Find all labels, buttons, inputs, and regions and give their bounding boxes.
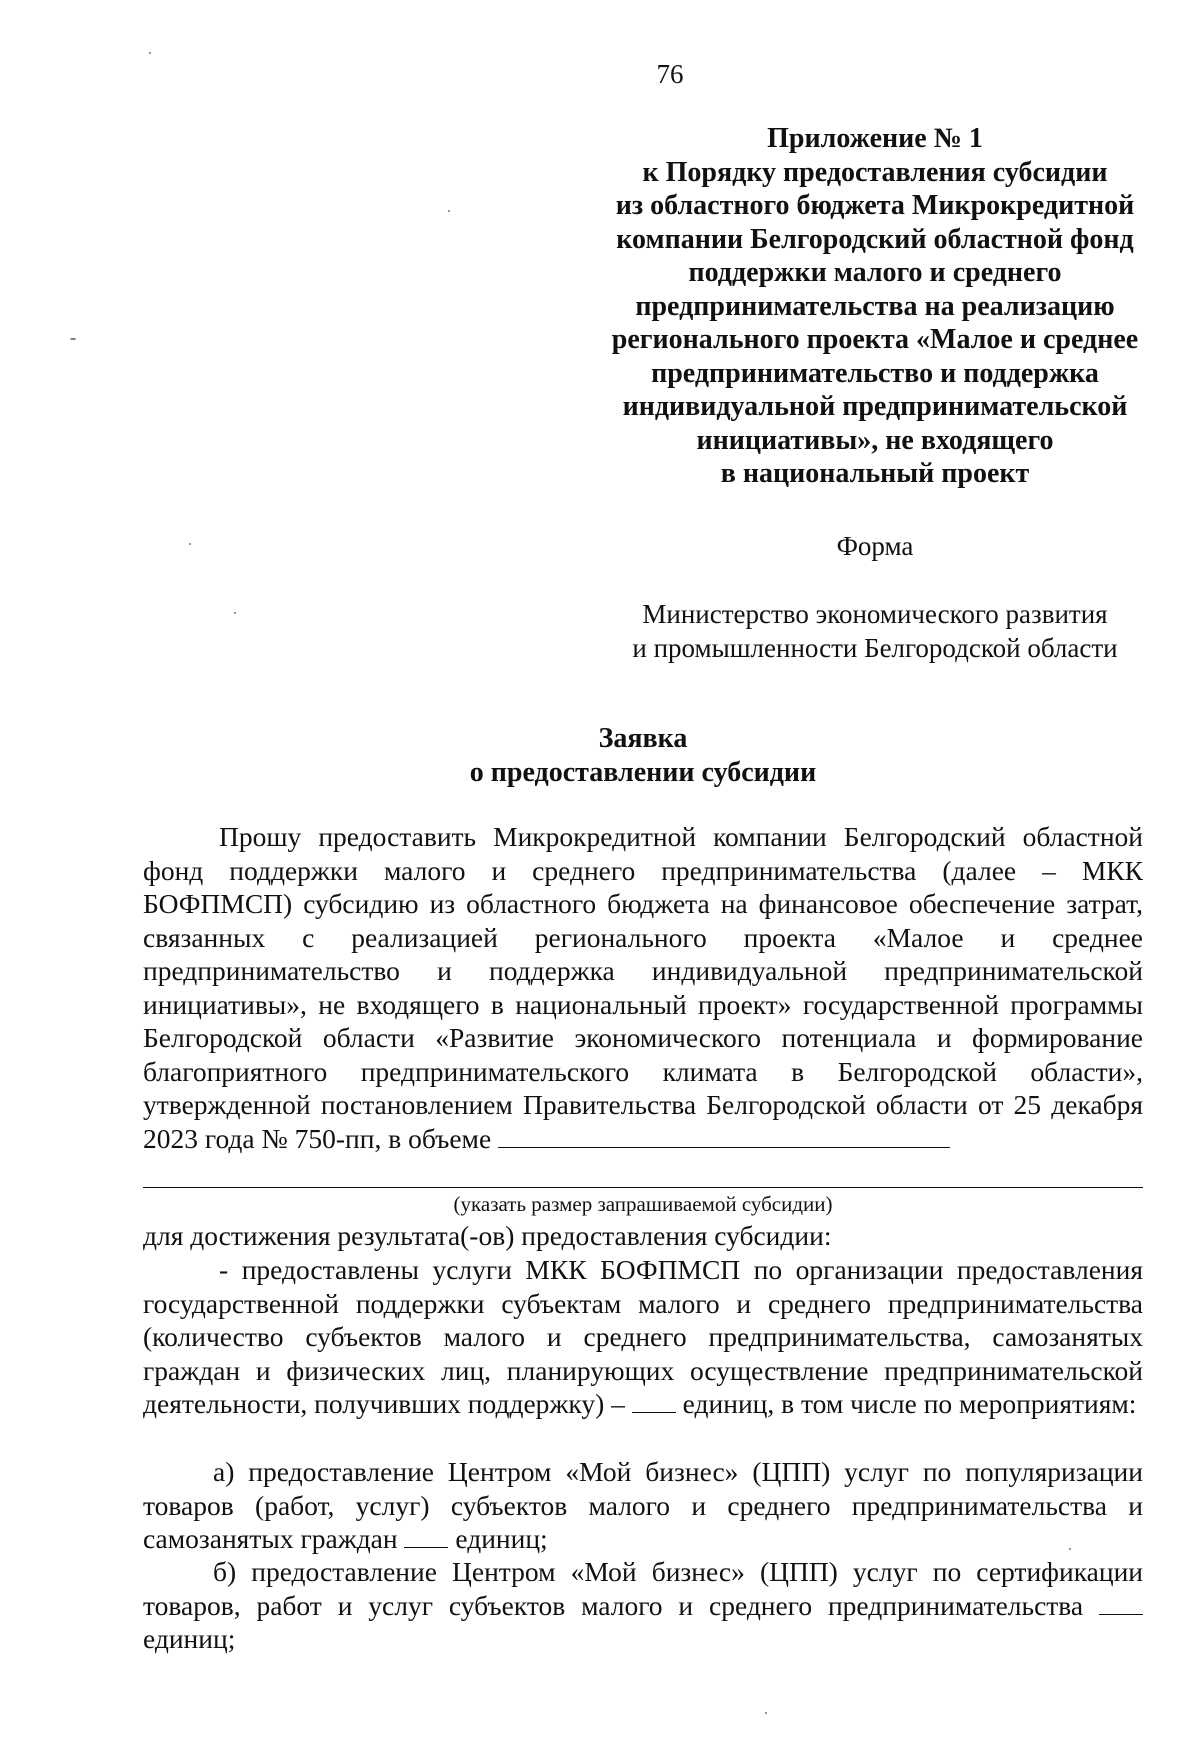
scan-speck — [189, 543, 191, 545]
units-blank-field — [404, 1525, 448, 1548]
appendix-line: компании Белгородский областной фонд — [616, 223, 1134, 255]
appendix-line: предпринимательства на реализацию — [635, 290, 1115, 322]
appendix-line: индивидуальной предпринимательской — [622, 391, 1128, 422]
appendix-line: из областного бюджета Микрокредитной — [615, 190, 1135, 221]
scan-speck — [149, 52, 151, 54]
scan-speck — [765, 1712, 767, 1714]
addressee-line: Министерство экономического развития — [642, 599, 1108, 629]
addressee-block — [590, 598, 1160, 665]
appendix-line: к Порядку предоставления субсидии — [642, 156, 1108, 188]
item-b-text: б) предоставление Центром «Мой бизнес» (ЦПП) услуг по сертификации товаров, работ и услуг субъектов малого и среднего предпринимательства — [143, 1556, 1143, 1621]
request-paragraph-text: Прошу предоставить Микрокредитной компании Белгородский областной фонд поддержки малого и среднего предпринимательства (далее – МКК БОФПМСП) субсидию из областного бюджета на финансовое обеспечение затрат, связанных с реализацией регионального проекта «Малое и среднее предпринимательство и поддержка индивидуальной предпринимательской инициативы», не входящего в национальный проект» государственной программы Белгородской области «Развитие экономического потенциала и формирование благоприятного предпринимательского климата в Белгородской области», утвержденной постановлением Правительства Белгородской области от 25 декабря 2023 года № 750-пп, в объеме — [143, 821, 1143, 1154]
scan-speck — [234, 612, 236, 614]
item-a-paragraph — [143, 1455, 1143, 1556]
appendix-line: Приложение № 1 — [767, 123, 983, 154]
item-a-tail: единиц; — [455, 1523, 548, 1554]
appendix-heading — [590, 122, 1160, 491]
services-paragraph — [143, 1253, 1143, 1421]
item-b-tail: единиц; — [143, 1623, 236, 1654]
services-paragraph-tail: единиц, в том числе по мероприятиям: — [682, 1388, 1137, 1419]
amount-blank-field — [498, 1123, 950, 1148]
title-line-1: Заявка — [598, 723, 688, 754]
services-paragraph-text: - предоставлены услуги МКК БОФПМСП по организации предоставления государственной поддержки субъектам малого и среднего предпринимательства (количество субъектов малого и среднего предпринимательства, самозанятых граждан и физических лиц, планирующих осуществление предпринимательской деятельности, получивших поддержку) – — [143, 1254, 1143, 1419]
form-label: Форма — [836, 531, 914, 561]
scan-speck — [70, 338, 76, 340]
appendix-line: в национальный проект — [720, 458, 1030, 489]
appendix-line: поддержки малого и среднего — [688, 257, 1062, 288]
amount-blank-rule — [143, 1187, 1143, 1188]
units-blank-field — [1099, 1592, 1143, 1615]
units-blank-field — [632, 1390, 676, 1413]
amount-hint: (указать размер запрашиваемой субсидии) — [453, 1192, 833, 1216]
scan-speck — [448, 210, 450, 212]
title-line-2: о предоставлении субсидии — [469, 756, 817, 788]
results-intro: для достижения результата(-ов) предоставления субсидии: — [143, 1220, 832, 1251]
page-number: 76 — [656, 59, 684, 89]
request-paragraph — [143, 820, 1143, 1155]
document-title — [143, 722, 1143, 789]
item-b-paragraph — [143, 1555, 1143, 1656]
scan-speck — [1069, 1548, 1071, 1550]
appendix-line: предпринимательство и поддержка — [651, 357, 1099, 389]
appendix-line: регионального проекта «Малое и среднее — [611, 324, 1139, 355]
item-a-text: а) предоставление Центром «Мой бизнес» (ЦПП) услуг по популяризации товаров (работ, услуг) субъектов малого и среднего предпринимательства и самозанятых граждан — [143, 1456, 1143, 1554]
addressee-line: и промышленности Белгородской области — [632, 632, 1118, 663]
appendix-line: инициативы», не входящего — [696, 424, 1054, 456]
